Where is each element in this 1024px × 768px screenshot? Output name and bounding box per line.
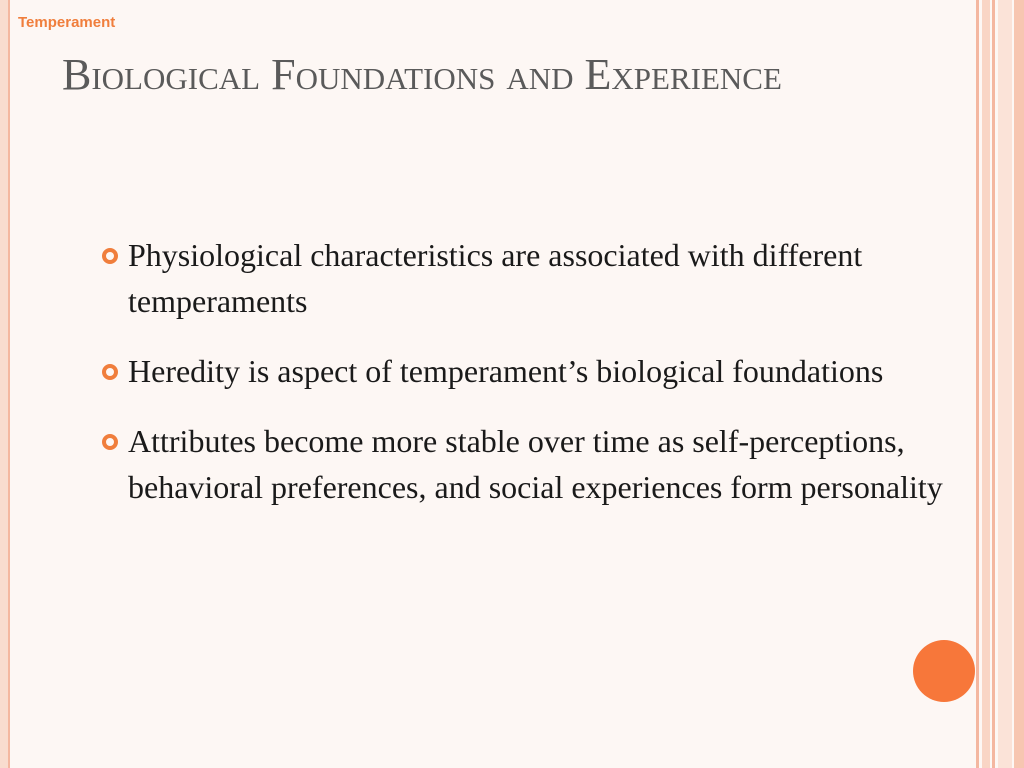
ring-bullet-icon — [102, 364, 118, 380]
right-border-stripe — [992, 0, 995, 768]
left-border — [0, 0, 8, 768]
bullet-text: Attributes become more stable over time as self-perceptions, behavioral preferences, and social experiences form personality — [128, 423, 943, 505]
bullet-item — [100, 232, 950, 324]
right-border-stripe — [1014, 0, 1024, 768]
right-border-stripe — [998, 0, 1012, 768]
ring-bullet-icon — [102, 248, 118, 264]
bullet-text: Physiological characteristics are associated with different temperaments — [128, 237, 863, 319]
bullet-item — [100, 348, 950, 394]
bullet-item — [100, 418, 950, 510]
bullet-list — [100, 232, 950, 534]
decorative-circle — [913, 640, 975, 702]
section-label: Temperament — [18, 14, 116, 31]
ring-bullet-icon — [102, 434, 118, 450]
right-border-stripe — [976, 0, 979, 768]
slide-title: Biological Foundations and Experience — [62, 50, 782, 99]
bullet-text: Heredity is aspect of temperament’s biological foundations — [128, 353, 884, 389]
right-border-stripe — [982, 0, 990, 768]
